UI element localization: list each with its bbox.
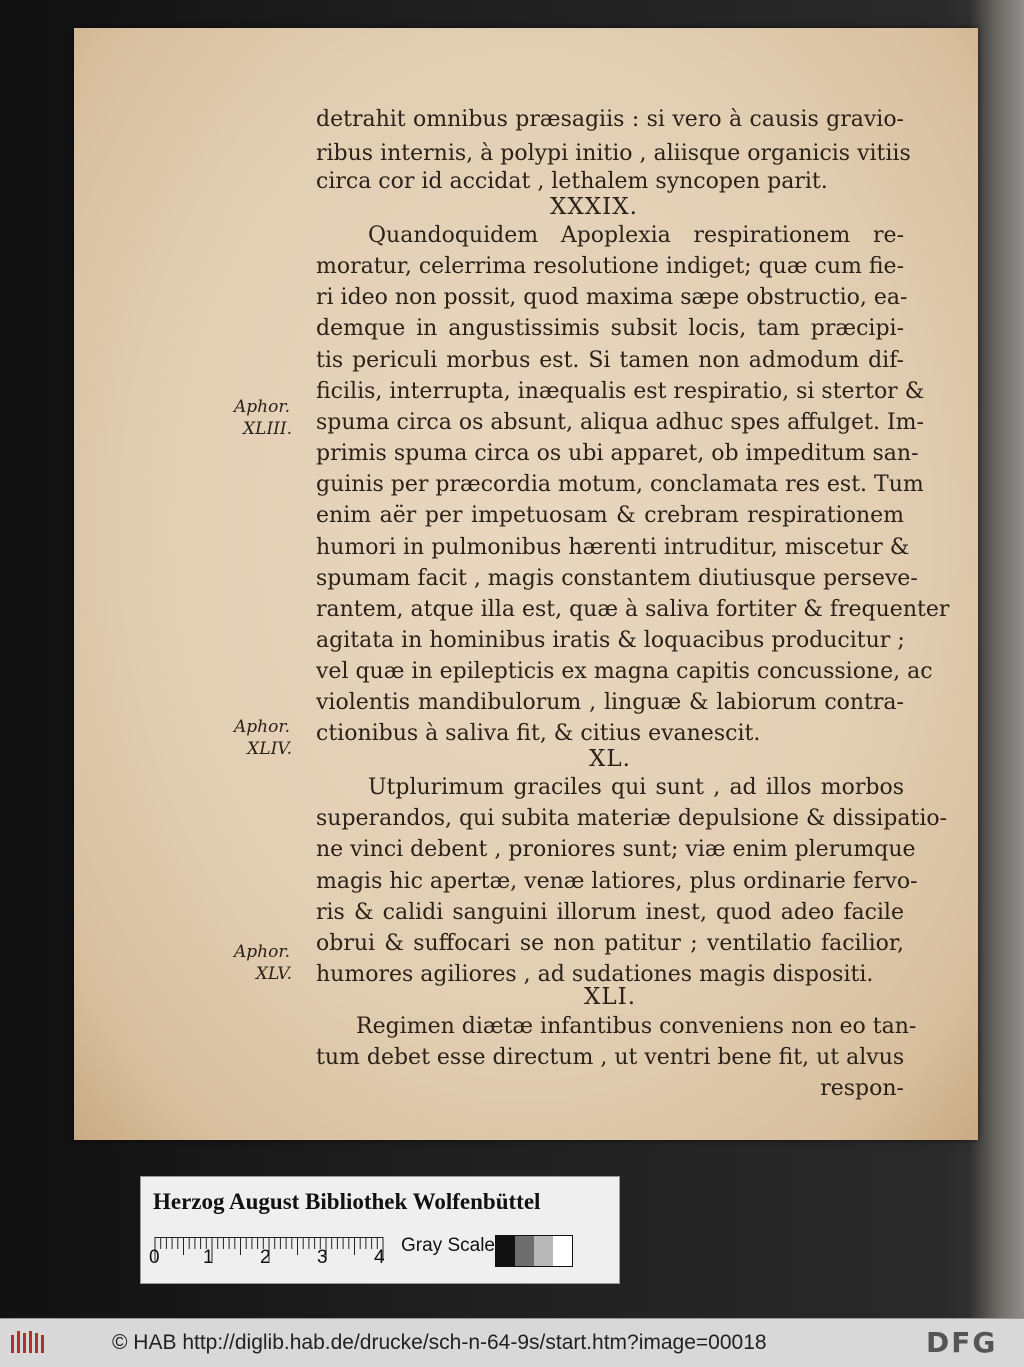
ruler-number: 1 <box>203 1247 214 1268</box>
margin-note: XLIII. <box>243 419 292 439</box>
ruler-numbers <box>149 1247 399 1273</box>
section-number: XLI. <box>583 984 637 1010</box>
section-number: XXXIX. <box>550 194 638 220</box>
text-line: guinis per præcordia motum, conclamata res est. Tum <box>316 472 924 497</box>
text-line: tis periculi morbus est. Si tamen non admodum dif- <box>316 348 904 373</box>
text-line: vel quæ in epilepticis ex magna capitis concussione, ac <box>316 659 933 684</box>
text-line: spuma circa os absunt, aliqua adhuc spes affulget. Im- <box>316 410 924 435</box>
text-line: ficilis, interrupta, inæqualis est respiratio, si stertor & <box>316 379 925 404</box>
text-line: ne vinci debent , proniores sunt; viæ enim plerumque <box>316 837 916 862</box>
text-line: magis hic apertæ, venæ latiores, plus ordinarie fervo- <box>316 869 918 894</box>
gray-patch <box>534 1236 553 1266</box>
margin-note: Aphor. <box>233 397 290 417</box>
text-line: Quandoquidem Apoplexia respirationem re- <box>368 223 904 248</box>
ruler-number: 4 <box>374 1247 385 1268</box>
ruler-number: 2 <box>260 1247 271 1268</box>
margin-note: Aphor. <box>233 717 290 737</box>
text-line: superandos, qui subita materiæ depulsione & dissipatio- <box>316 806 948 831</box>
gray-patch <box>496 1236 515 1266</box>
text-line: enim aër per impetuosam & crebram respirationem <box>316 503 904 528</box>
gray-scale-label: Gray Scale <box>401 1235 495 1256</box>
text-line: primis spuma circa os ubi apparet, ob impeditum san- <box>316 441 919 466</box>
footer-bar <box>0 1318 1024 1367</box>
text-line: tum debet esse directum , ut ventri bene fit, ut alvus <box>316 1045 905 1070</box>
ruler-number: 0 <box>149 1247 160 1268</box>
card-title: Herzog August Bibliothek Wolfenbüttel <box>153 1189 541 1214</box>
text-line: detrahit omnibus præsagiis : si vero à causis gravio- <box>316 107 904 132</box>
text-line: ribus internis, à polypi initio , aliisque organicis vitiis <box>316 141 911 166</box>
text-line: ris & calidi sanguini illorum inest, quod adeo facile <box>316 900 904 925</box>
text-line: spumam facit , magis constantem diutiusque perseve- <box>316 566 918 591</box>
text-line: moratur, celerrima resolutione indiget; quæ cum fie- <box>316 254 904 279</box>
section-number: XL. <box>589 746 631 772</box>
margin-note: XLIV. <box>247 739 292 759</box>
color-calibration-card <box>140 1176 620 1284</box>
text-line: circa cor id accidat , lethalem syncopen parit. <box>316 169 828 194</box>
text-line: demque in angustissimis subsit locis, tam præcipi- <box>316 316 904 341</box>
text-line: humores agiliores , ad sudationes magis dispositi. <box>316 962 874 987</box>
text-line: ctionibus à saliva fit, & citius evanescit. <box>316 721 761 746</box>
copyright-url-text[interactable]: © HAB http://diglib.hab.de/drucke/sch-n-64-9s/start.htm?image=00018 <box>112 1331 767 1354</box>
hab-logo-icon <box>10 1329 48 1357</box>
dfg-logo: DFG <box>926 1326 998 1359</box>
margin-note: Aphor. <box>233 942 290 962</box>
text-line: humori in pulmonibus hærenti intruditur, miscetur & <box>316 535 910 560</box>
text-line: Regimen diætæ infantibus conveniens non eo tan- <box>356 1014 917 1039</box>
gray-scale-strip <box>495 1235 573 1267</box>
gray-patch <box>515 1236 534 1266</box>
text-line: respon- <box>820 1076 904 1101</box>
ruler-number: 3 <box>317 1247 328 1268</box>
text-line: agitata in hominibus iratis & loquacibus producitur ; <box>316 628 905 653</box>
text-line: rantem, atque illa est, quæ à saliva fortiter & frequenter <box>316 597 950 622</box>
text-line: violentis mandibulorum , linguæ & labiorum contra- <box>316 690 904 715</box>
text-line: obrui & suffocari se non patitur ; ventilatio facilior, <box>316 931 904 956</box>
text-line: ri ideo non possit, quod maxima sæpe obstructio, ea- <box>316 285 908 310</box>
gray-patch <box>553 1236 572 1266</box>
margin-note: XLV. <box>255 964 292 984</box>
text-line: Utplurimum graciles qui sunt , ad illos morbos <box>368 775 904 800</box>
